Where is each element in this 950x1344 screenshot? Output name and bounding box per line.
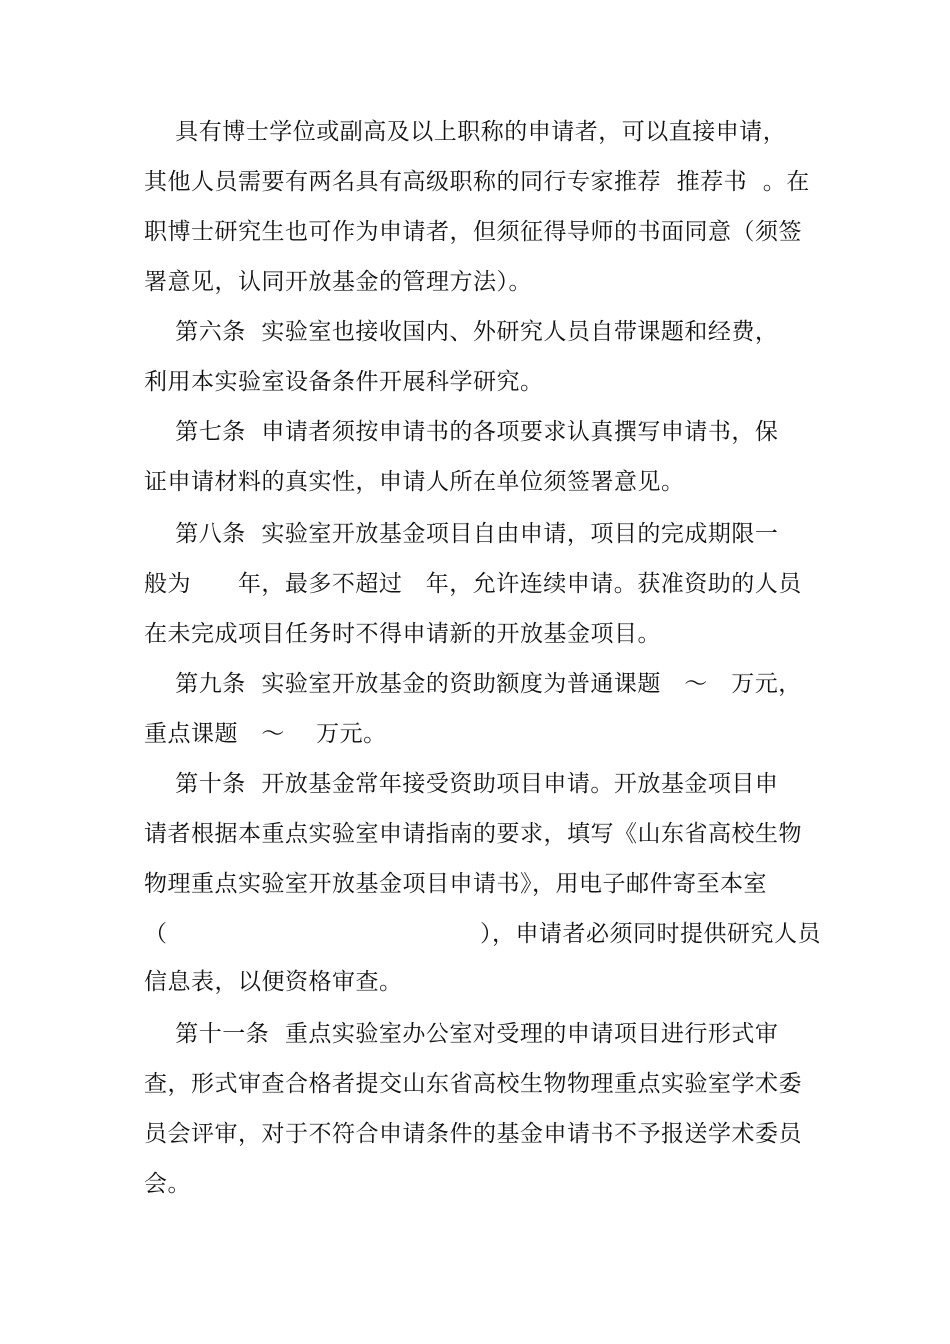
- text-line: 第九条 实验室开放基金的资助额度为普通课题 ～ 万元，: [144, 671, 802, 697]
- text-line: 重点课题 ～ 万元。: [144, 721, 387, 747]
- text-line: 信息表，以便资格审查。: [144, 969, 403, 995]
- text-line: 第六条 实验室也接收国内、外研究人员自带课题和经费，: [144, 319, 779, 345]
- text-line: 证申请材料的真实性，申请人所在单位须签署意见。: [144, 469, 685, 495]
- text-line: 物理重点实验室开放基金项目申请书》，用电子邮件寄至本室: [144, 871, 767, 897]
- text-line: 第七条 申请者须按申请书的各项要求认真撰写申请书，保: [144, 419, 779, 445]
- text-line: 职博士研究生也可作为申请者，但须征得导师的书面同意（须签: [144, 219, 802, 245]
- text-line: 在未完成项目任务时不得申请新的开放基金项目。: [144, 621, 661, 647]
- text-line: 利用本实验室设备条件开展科学研究。: [144, 369, 544, 395]
- text-line: 第十一条 重点实验室办公室对受理的申请项目进行形式审: [144, 1021, 779, 1047]
- text-line: 请者根据本重点实验室申请指南的要求，填写《山东省高校生物: [144, 821, 802, 847]
- text-line: 第十条 开放基金常年接受资助项目申请。开放基金项目申: [144, 771, 779, 797]
- text-line: 员会评审，对于不符合申请条件的基金申请书不予报送学术委员: [144, 1121, 802, 1147]
- text-line: 其他人员需要有两名具有高级职称的同行专家推荐 推荐书 。在: [144, 169, 810, 195]
- text-line: 查，形式审查合格者提交山东省高校生物物理重点实验室学术委: [144, 1071, 802, 1097]
- text-line: 会。: [144, 1171, 191, 1197]
- text-line: 署意见，认同开放基金的管理方法）。: [144, 269, 532, 295]
- text-line: 般为 年，最多不超过 年，允许连续申请。获准资助的人员: [144, 571, 802, 597]
- text-line: 第八条 实验室开放基金项目自由申请，项目的完成期限一: [144, 521, 779, 547]
- text-line: 具有博士学位或副高及以上职称的申请者，可以直接申请，: [144, 119, 787, 145]
- text-line: （ ），申请者必须同时提供研究人员: [144, 921, 821, 947]
